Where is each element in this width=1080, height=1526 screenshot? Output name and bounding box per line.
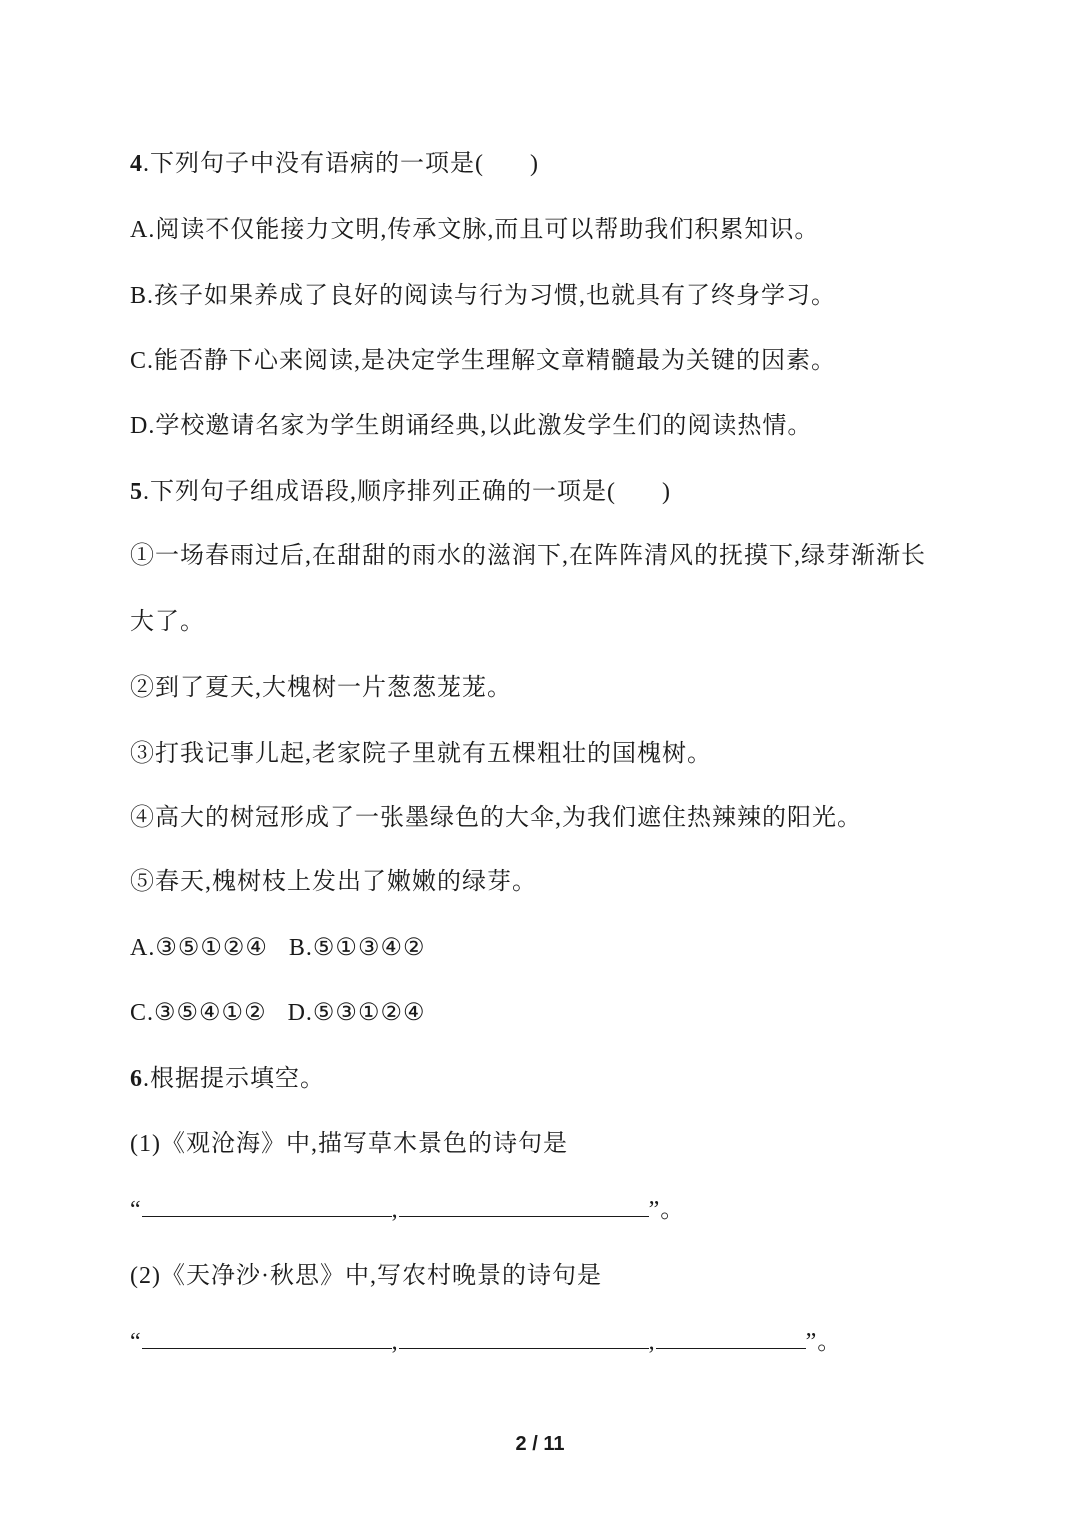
open-quote: “ xyxy=(130,1197,142,1223)
question-5-sentence-1: ①一场春雨过后,在甜甜的雨水的滋润下,在阵阵清风的抚摸下,绿芽渐渐长 xyxy=(130,543,926,569)
close-quote: ”。 xyxy=(805,1329,843,1355)
comma: , xyxy=(391,1197,399,1223)
question-5-number: 5 xyxy=(130,479,143,505)
question-5-sentence-3: ③打我记事儿起,老家院子里就有五棵粗壮的国槐树。 xyxy=(130,741,712,767)
question-5-sentence-5: ⑤春天,槐树枝上发出了嫩嫩的绿芽。 xyxy=(130,869,537,895)
question-6-sub-2-answer xyxy=(130,1326,842,1358)
fill-blank-3[interactable] xyxy=(656,1326,806,1349)
question-5-sentence-1-cont: 大了。 xyxy=(130,609,205,635)
question-6-number: 6 xyxy=(130,1066,143,1092)
fill-blank-1[interactable] xyxy=(142,1326,392,1349)
question-4-text: .下列句子中没有语病的一项是( xyxy=(143,151,484,177)
question-6-text: .根据提示填空。 xyxy=(143,1066,325,1092)
open-quote: “ xyxy=(130,1329,142,1355)
question-5-text: .下列句子组成语段,顺序排列正确的一项是( xyxy=(143,479,616,505)
question-5-options-row-1: A.③⑤①②④ B.⑤①③④② xyxy=(130,935,426,961)
fill-blank-1[interactable] xyxy=(142,1194,392,1217)
question-5-stem xyxy=(130,476,671,508)
question-5-close-paren: ) xyxy=(662,479,671,505)
comma: , xyxy=(391,1329,399,1355)
comma: , xyxy=(648,1329,656,1355)
question-4-option-d: D.学校邀请名家为学生朗诵经典,以此激发学生们的阅读热情。 xyxy=(130,413,813,439)
close-quote: ”。 xyxy=(648,1197,686,1223)
question-4-option-a: A.阅读不仅能接力文明,传承文脉,而且可以帮助我们积累知识。 xyxy=(130,217,820,243)
question-5-sentence-2: ②到了夏天,大槐树一片葱葱茏茏。 xyxy=(130,675,512,701)
page-indicator: 2 / 11 xyxy=(515,1433,565,1455)
question-4-option-c: C.能否静下心来阅读,是决定学生理解文章精髓最为关键的因素。 xyxy=(130,348,837,374)
question-6-sub-1-answer xyxy=(130,1194,685,1226)
question-4-stem xyxy=(130,148,539,180)
question-6-sub-1-prompt: (1)《观沧海》中,描写草木景色的诗句是 xyxy=(130,1131,568,1157)
question-4-option-b: B.孩子如果养成了良好的阅读与行为习惯,也就具有了终身学习。 xyxy=(130,283,837,309)
fill-blank-2[interactable] xyxy=(399,1326,649,1349)
question-5-options-row-2: C.③⑤④①② D.⑤③①②④ xyxy=(130,1000,426,1026)
question-4-number: 4 xyxy=(130,151,143,177)
question-4-close-paren: ) xyxy=(530,151,539,177)
fill-blank-2[interactable] xyxy=(399,1194,649,1217)
question-6-stem xyxy=(130,1063,325,1095)
question-6-sub-2-prompt: (2)《天净沙·秋思》中,写农村晚景的诗句是 xyxy=(130,1263,602,1289)
question-5-sentence-4: ④高大的树冠形成了一张墨绿色的大伞,为我们遮住热辣辣的阳光。 xyxy=(130,805,862,831)
